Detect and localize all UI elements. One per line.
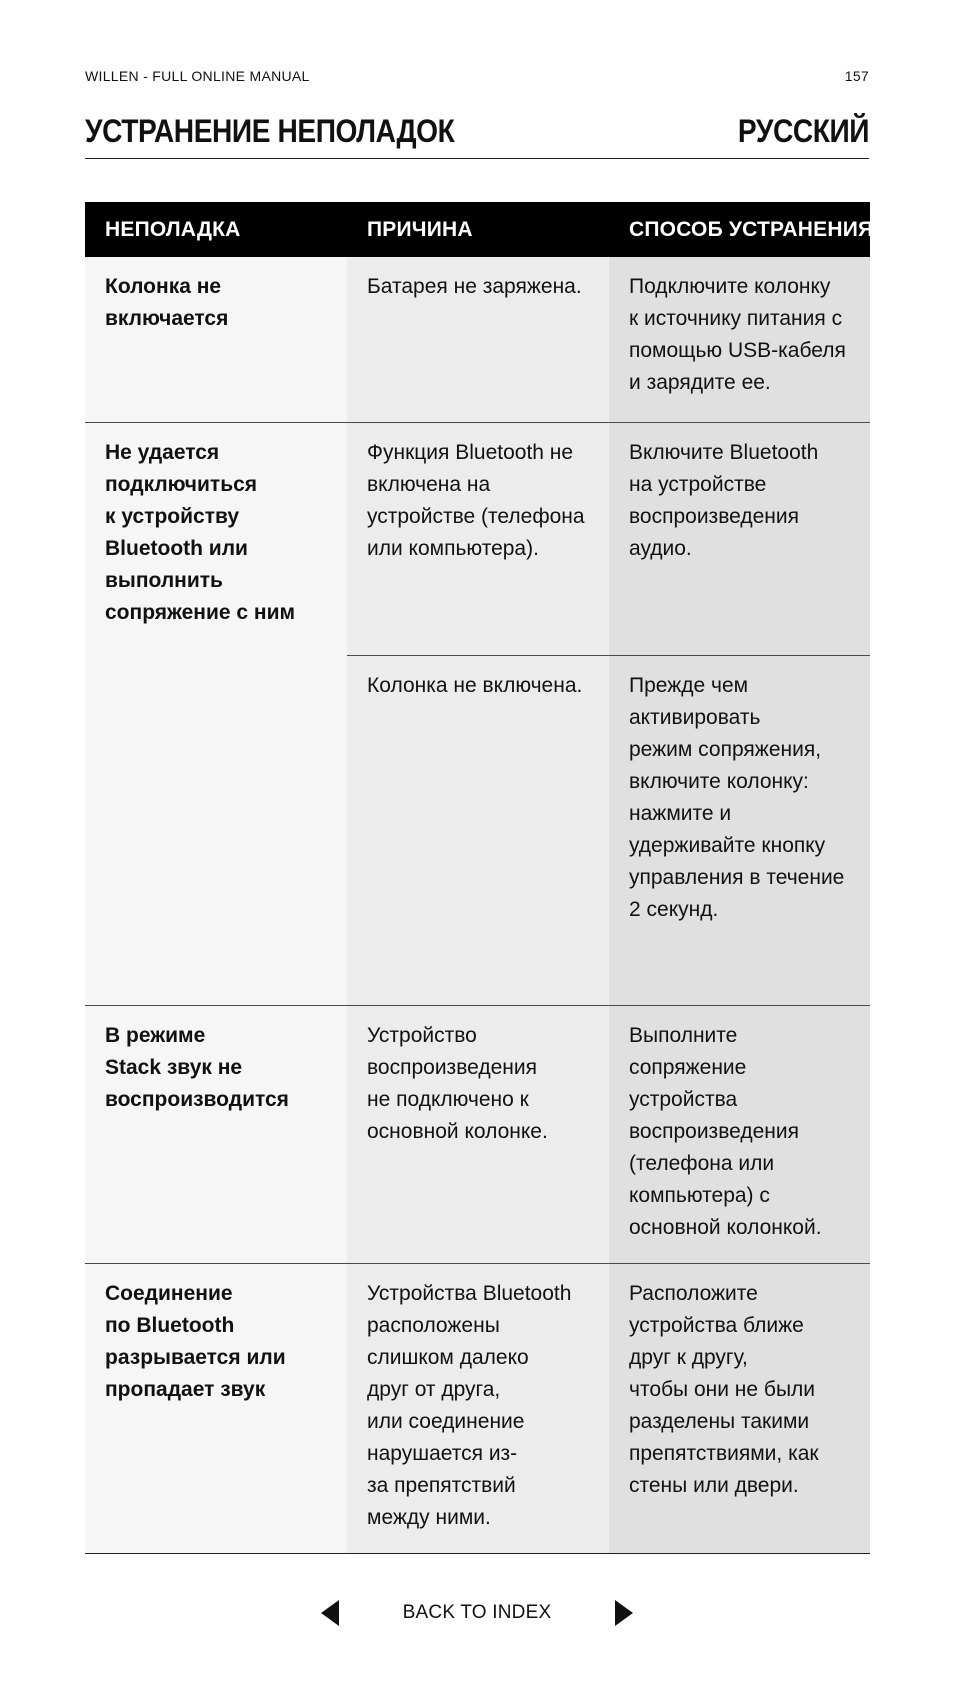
column-header-cause: ПРИЧИНА <box>347 202 609 257</box>
back-to-index-link[interactable]: BACK TO INDEX <box>402 1602 552 1623</box>
language-label: РУССКИЙ <box>737 112 869 149</box>
table-row <box>85 1263 870 1553</box>
manual-title: WILLEN - FULL ONLINE MANUAL <box>85 68 310 84</box>
troubleshooting-table <box>85 202 874 1554</box>
triangle-right-icon[interactable] <box>615 1600 633 1626</box>
solution-cell: Выполните сопряжение устройства воспроизведения (телефона или компьютера) с основной колонкой. <box>609 1005 870 1263</box>
page-number: 157 <box>844 68 869 84</box>
solution-cell: Прежде чем активировать режим сопряжения, включите колонку: нажмите и удерживайте кнопку управления в течение 2 секунд. <box>609 655 870 1005</box>
table-row <box>85 422 870 655</box>
table-row <box>85 1005 870 1263</box>
cause-cell: Устройство воспроизведения не подключено к основной колонке. <box>347 1005 609 1263</box>
triangle-left-icon[interactable] <box>321 1600 339 1626</box>
cause-cell: Функция Bluetooth не включена на устройстве (телефона или компьютера). <box>347 422 609 655</box>
section-title: УСТРАНЕНИЕ НЕПОЛАДОК <box>85 112 455 149</box>
solution-cell: Расположите устройства ближе друг к другу, чтобы они не были разделены такими препятствиями, как стены или двери. <box>609 1263 870 1553</box>
problem-cell: Колонка не включается <box>85 257 347 422</box>
column-header-solution: СПОСОБ УСТРАНЕНИЯ <box>609 202 870 257</box>
cause-cell: Батарея не заряжена. <box>347 257 609 422</box>
column-header-problem: НЕПОЛАДКА <box>85 202 347 257</box>
footer-navigation <box>0 1600 954 1626</box>
cause-cell: Устройства Bluetooth расположены слишком далеко друг от друга, или соединение нарушается из- за препятствий между ними. <box>347 1263 609 1553</box>
running-header <box>85 68 869 84</box>
table-header-row <box>85 202 870 257</box>
table-row <box>85 257 870 422</box>
section-header <box>85 104 869 159</box>
problem-cell: Не удается подключиться к устройству Bluetooth или выполнить сопряжение с ним <box>85 422 347 1005</box>
problem-cell: Соединение по Bluetooth разрывается или пропадает звук <box>85 1263 347 1553</box>
solution-cell: Включите Bluetooth на устройстве воспроизведения аудио. <box>609 422 870 655</box>
cause-cell: Колонка не включена. <box>347 655 609 1005</box>
problem-cell: В режиме Stack звук не воспроизводится <box>85 1005 347 1263</box>
solution-cell: Подключите колонку к источнику питания с помощью USB-кабеля и зарядите ее. <box>609 257 870 422</box>
